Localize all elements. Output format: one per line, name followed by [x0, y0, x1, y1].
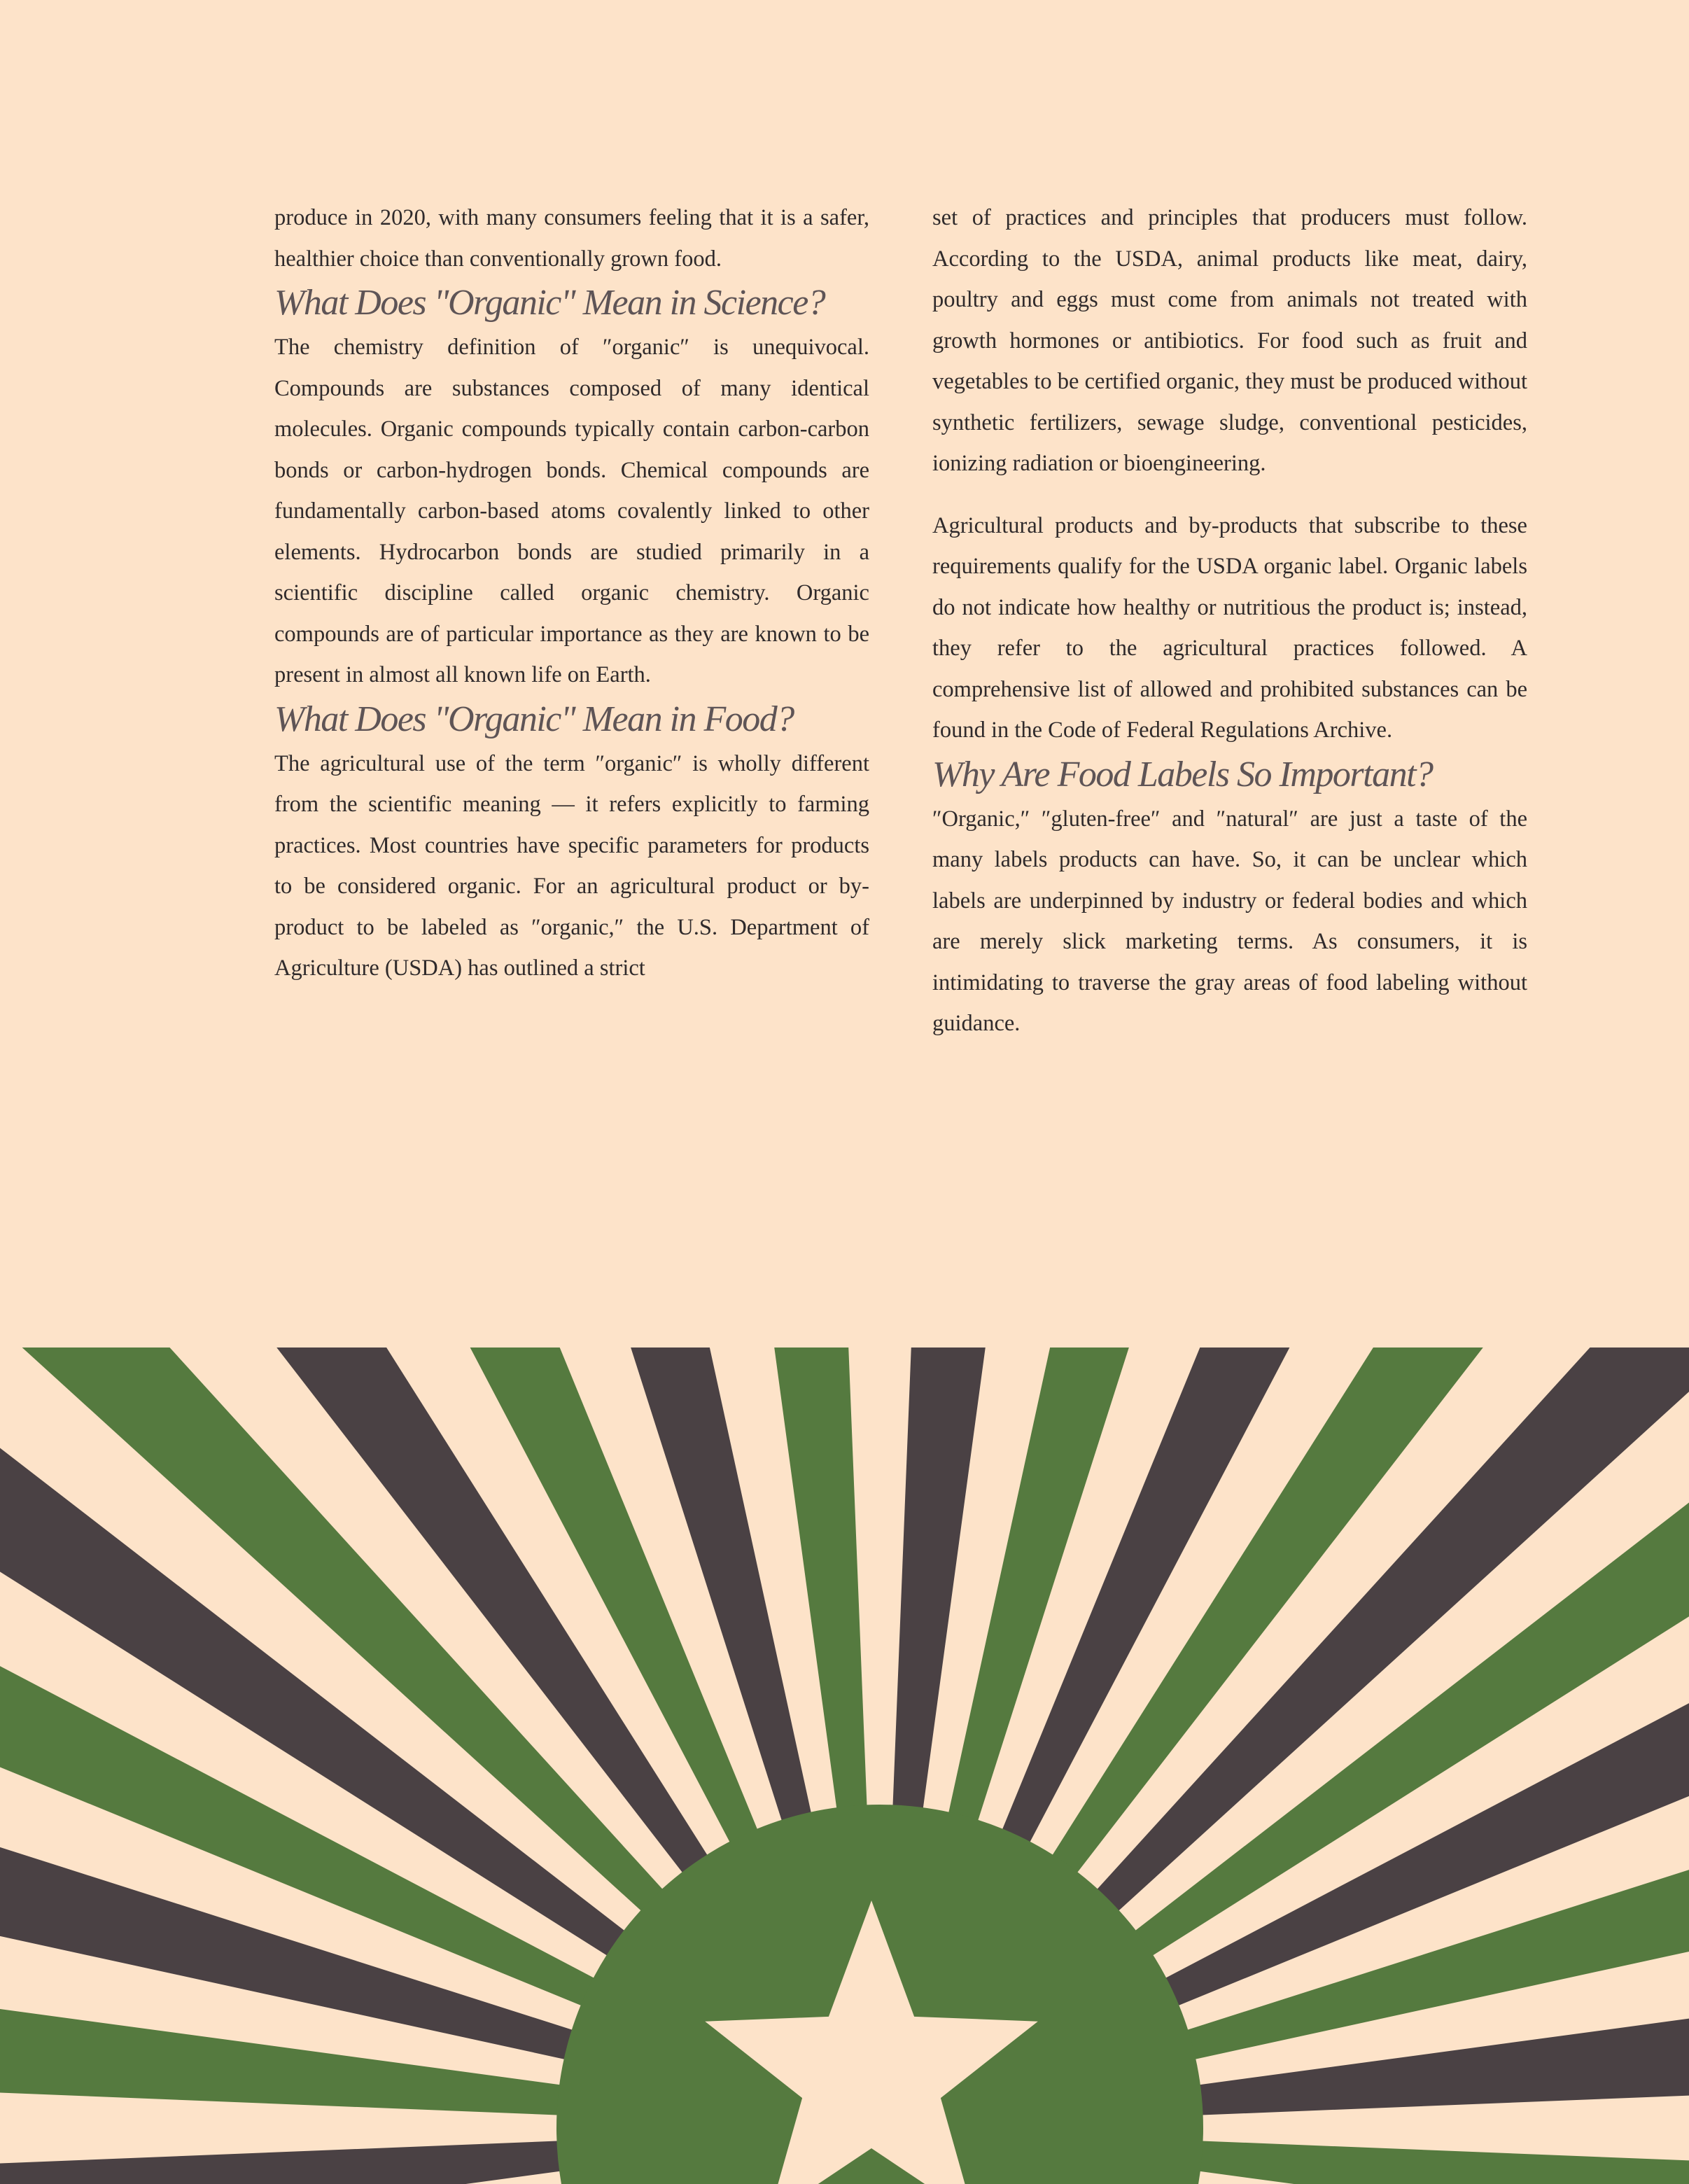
right-column — [932, 197, 1527, 1044]
science-paragraph: The chemistry definition of ″organic″ is unequivocal. Compounds are substances composed of many identical molecules. Organic compounds typically contain carbon-carbon bonds or carbon-hydrogen bonds. Chemical compounds are fundamentally carbon-based atoms covalently linked to other elements. Hydrocarbon bonds are studied primarily in a scientific discipline called organic chemistry. Organic compounds are of particular importance as they are known to be present in almost all known life on Earth. — [274, 335, 869, 687]
science-heading: What Does "Organic" Mean in Science? — [274, 283, 825, 323]
why-paragraph: ″Organic,″ ″gluten-free″ and ″natural″ are just a taste of the many labels products can have. So, it can be unclear which labels are underpinned by industry or federal bodies and which are merely slick marketing terms. As consumers, it is intimidating to traverse the gray areas of food labeling without guidance. — [932, 806, 1527, 1036]
food-paragraph: The agricultural use of the term ″organic″ is wholly different from the scientific meaning — it refers explicitly to farming practices. Most countries have specific parameters for products to be considered organic. For an agricultural product or by-product to be labeled as ″organic,″ the U.S. Department of Agriculture (USDA) has outlined a strict — [274, 750, 869, 981]
food-heading: What Does "Organic" Mean in Food? — [274, 699, 794, 739]
continued-paragraph: set of practices and principles that producers must follow. According to the USDA, animal products like meat, dairy, poultry and eggs must come from animals not treated with growth hormones or antibiotics. For food such as fruit and vegetables to be certified organic, they must be produced without synthetic fertilizers, sewage sludge, conventional pesticides, ionizing radiation or bioengineering. — [932, 205, 1527, 476]
left-column — [274, 197, 869, 989]
why-heading: Why Are Food Labels So Important? — [932, 754, 1433, 794]
label-paragraph: Agricultural products and by-products that subscribe to these requirements qualify for the USDA organic label. Organic labels do not indicate how healthy or nutritious the product is; instead, they refer to the agricultural practices followed. A comprehensive list of allowed and prohibited substances can be found in the Code of Federal Regulations Archive. — [932, 512, 1527, 743]
intro-paragraph: produce in 2020, with many consumers feeling that it is a safer, healthier choice than conventionally grown food. — [274, 205, 869, 272]
